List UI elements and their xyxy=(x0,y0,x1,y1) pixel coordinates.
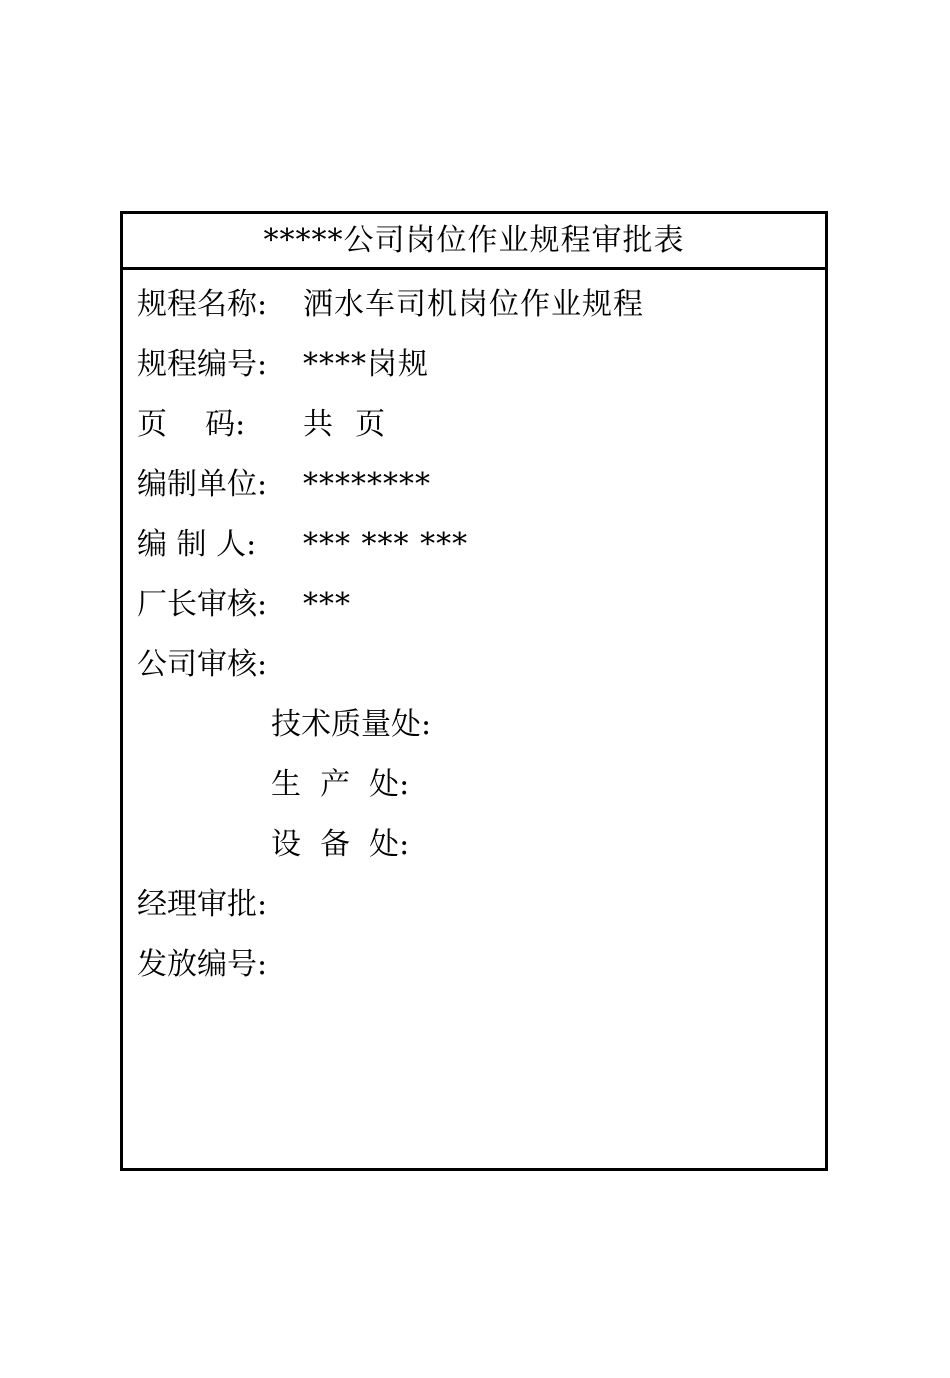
procedure-number-value: ****岗规 xyxy=(303,347,429,382)
equipment-dept-label: 设 备 处: xyxy=(271,827,410,862)
row-compiler xyxy=(137,525,468,565)
row-production-dept xyxy=(271,765,409,805)
row-compiling-unit xyxy=(137,465,431,505)
compiler-label: 编 制 人: xyxy=(137,527,257,562)
row-page-count xyxy=(137,405,386,445)
page-count-label: 页 码: xyxy=(137,407,246,442)
compiling-unit-value: ******** xyxy=(303,467,431,502)
row-company-review xyxy=(137,645,303,685)
form-title: *****公司岗位作业规程审批表 xyxy=(123,214,825,270)
row-equipment-dept xyxy=(271,825,409,865)
row-procedure-number xyxy=(137,345,429,385)
row-tech-quality-dept xyxy=(271,705,431,745)
factory-review-label: 厂长审核: xyxy=(137,587,268,622)
company-review-label: 公司审核: xyxy=(137,647,268,682)
production-dept-label: 生 产 处: xyxy=(271,767,410,802)
row-procedure-name xyxy=(137,285,644,325)
row-distribution-number xyxy=(137,945,303,985)
compiler-value: *** *** *** xyxy=(303,527,469,562)
distribution-number-label: 发放编号: xyxy=(137,947,268,982)
row-factory-review xyxy=(137,585,351,625)
approval-form xyxy=(120,211,828,1171)
manager-approval-label: 经理审批: xyxy=(137,887,268,922)
compiling-unit-label: 编制单位: xyxy=(137,467,268,502)
factory-review-value: *** xyxy=(303,587,351,622)
row-manager-approval xyxy=(137,885,303,925)
page-count-value: 共 页 xyxy=(303,407,387,442)
procedure-number-label: 规程编号: xyxy=(137,347,268,382)
procedure-name-value: 洒水车司机岗位作业规程 xyxy=(303,287,644,322)
procedure-name-label: 规程名称: xyxy=(137,287,268,322)
tech-quality-dept-label: 技术质量处: xyxy=(271,707,432,742)
